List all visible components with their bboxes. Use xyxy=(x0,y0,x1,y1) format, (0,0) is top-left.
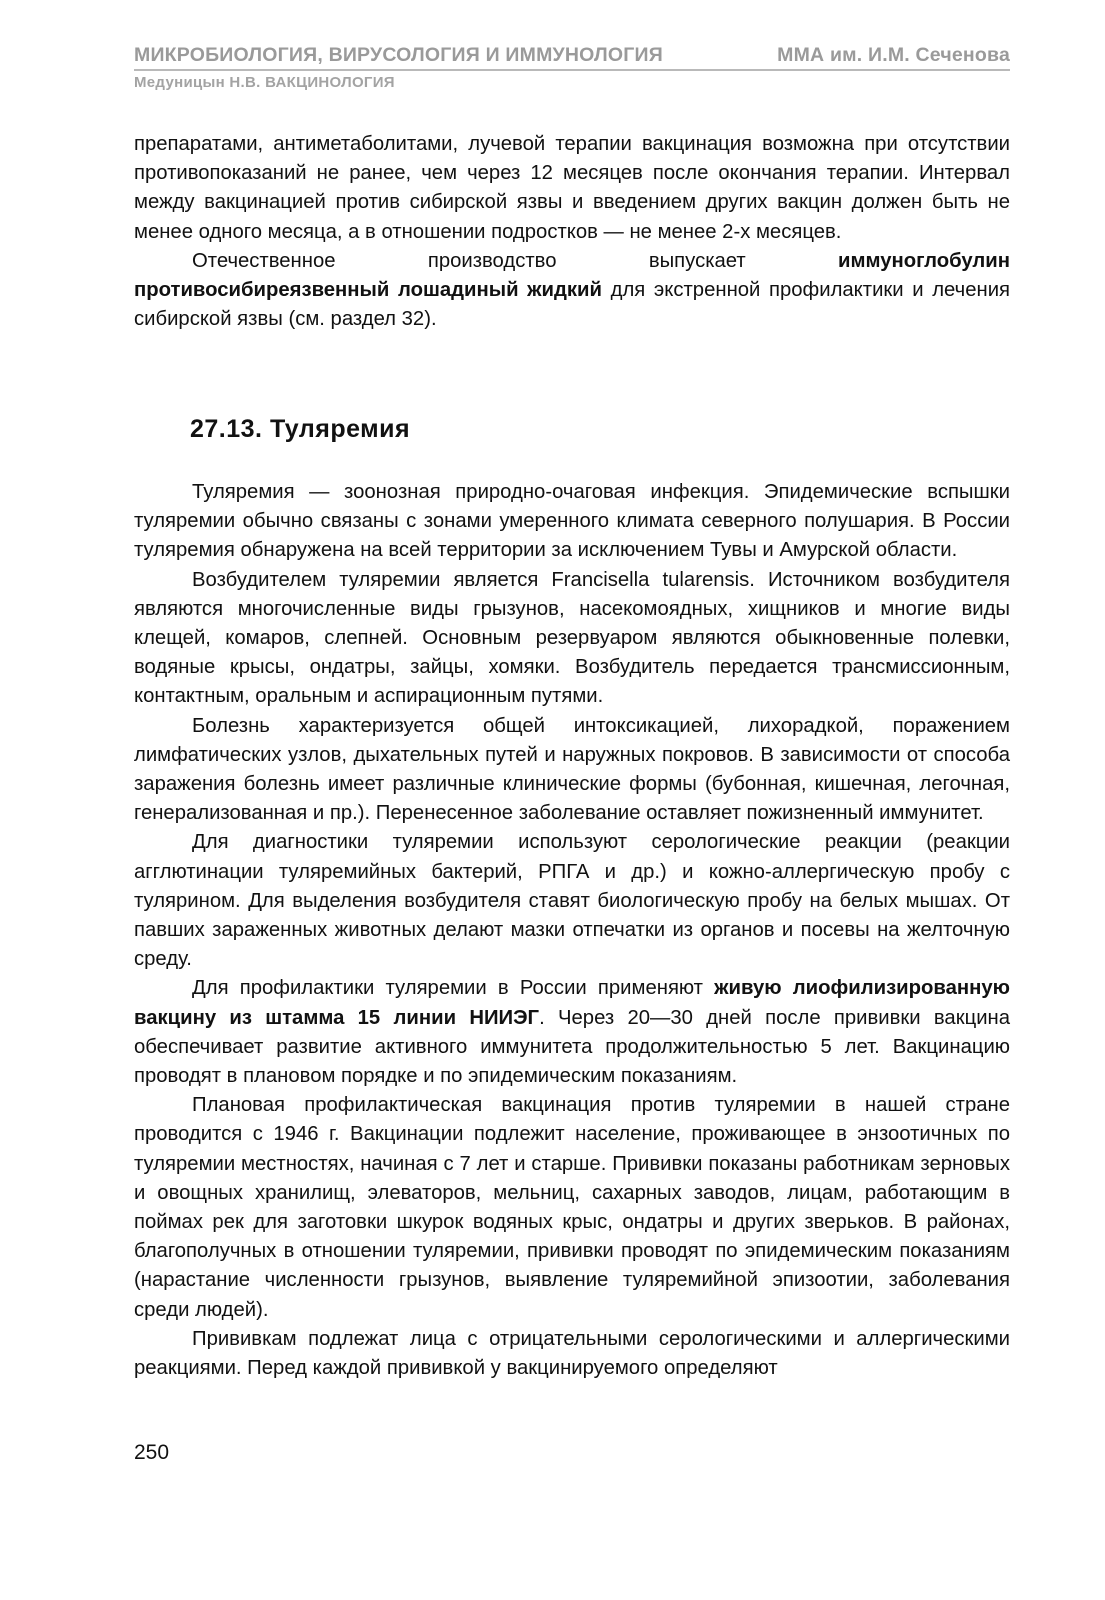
header-institution: ММА им. И.М. Сеченова xyxy=(777,44,1010,66)
paragraph: Туляремия — зоонозная природно-очаговая инфекция. Эпидемические вспышки туляремии обычно связаны с зонами умеренного климата северного полушария. В России туляремия обнаружена на всей территории за исключением Тувы и Амурской области. xyxy=(134,481,1010,562)
paragraph: Прививкам подлежат лица с отрицательными серологическими и аллергическими реакциями. Перед каждой прививкой у вакцинируемого определяют xyxy=(134,1327,1010,1380)
paragraph: Для диагностики туляремии используют серологические реакции (реакции агглютинации туляремийных бактерий, РПГА и др.) и кожно-аллергическую пробу с тулярином. Для выделения возбудителя ставят биологическую пробу на белых мышах. От павших зараженных животных делают мазки отпечатки из органов и посевы на желточную среду. xyxy=(134,831,1010,971)
paragraph-continuation: препаратами, антиметаболитами, лучевой терапии вакцинация возможна при отсутствии противопоказаний не ранее, чем через 12 месяцев после окончания терапии. Интервал между вакцинацией против сибирской язвы и введением других вакцин должен быть не менее одного месяца, а в отношении подростков — не менее 2-х месяцев. xyxy=(134,133,1010,243)
bold-term: иммуноглобулин противосибиреязвенный лошадиный жидкий xyxy=(134,249,1010,302)
text-run: Отечественное производство выпускает xyxy=(192,249,839,272)
text-run: . Через 20—30 дней после прививки вакцина обеспечивает развитие активного иммунитета продолжительностью 5 лет. Вакцинацию проводят в плановом порядке и по эпидемическим показаниям. xyxy=(134,1006,1010,1088)
section-body xyxy=(134,478,1010,1383)
paragraph: Болезнь характеризуется общей интоксикацией, лихорадкой, поражением лимфатических узлов, дыхательных путей и наружных покровов. В зависимости от способа заражения болезнь имеет различные клинические формы (бубонная, кишечная, легочная, генерализованная и пр.). Перенесенное заболевание оставляет пожизненный иммунитет. xyxy=(134,714,1010,825)
text-run: для экстренной профилактики и лечения сибирской язвы (см. раздел 32). xyxy=(134,279,1010,331)
paragraph: Плановая профилактическая вакцинация против туляремии в нашей стране проводится с 1946 г. Вакцинации подлежит население, проживающее в энзоотичных по туляремии местностях, начиная с 7 лет и старше. Прививки показаны работникам зерновых и овощных хранилищ, элеваторов, мельниц, сахарных заводов, лицам, работающим в поймах рек для заготовки шкурок водяных крыс, ондатры и других зверьков. В районах, благополучных в отношении туляремии, прививки проводят по эпидемическим показаниям (нарастание численности грызунов, выявление туляремийной эпизоотии, заболевания среди людей). xyxy=(134,1094,1010,1321)
section-heading: 27.13. Туляремия xyxy=(190,415,411,443)
header-book-title: МИКРОБИОЛОГИЯ, ВИРУСОЛОГИЯ И ИММУНОЛОГИЯ xyxy=(134,44,663,66)
page-header xyxy=(134,44,1010,91)
text-run: Для профилактики туляремии в России применяют xyxy=(192,977,715,1000)
header-author-chapter: Медуницын Н.В. ВАКЦИНОЛОГИЯ xyxy=(134,74,395,91)
paragraph-immunoglobulin xyxy=(134,247,1010,335)
paragraph: Возбудителем туляремии является Francisella tularensis. Источником возбудителя являются многочисленные виды грызунов, насекомоядных, хищников и многие виды клещей, комаров, слепней. Основным резервуаром являются обыкновенные полевки, водяные крысы, ондатры, зайцы, хомяки. Возбудитель передается трансмиссионным, контактным, оральным и аспирационным путями. xyxy=(134,568,1010,708)
bold-term: живую лиофилизированную вакцину из штамма 15 линии НИИЭГ xyxy=(134,977,1010,1029)
top-text-block xyxy=(134,130,1010,334)
page-number: 250 xyxy=(134,1441,170,1464)
paragraph-vaccine xyxy=(134,974,1010,1091)
header-rule xyxy=(134,44,1010,71)
